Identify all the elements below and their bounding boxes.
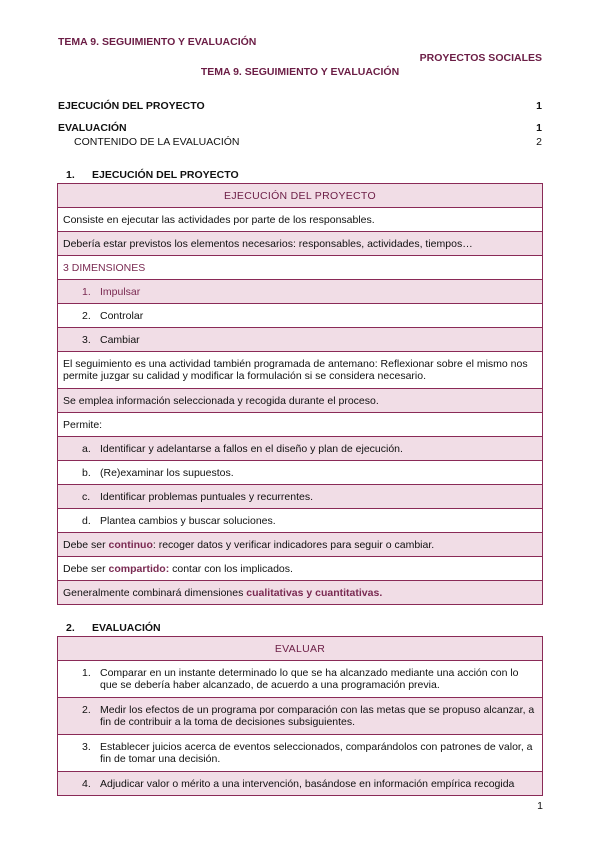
list-item: 1. Impulsar	[58, 280, 543, 304]
list-item: d. Plantea cambios y buscar soluciones.	[58, 509, 543, 533]
toc-label: CONTENIDO DE LA EVALUACIÓN	[74, 136, 240, 148]
toc-page: 1	[536, 100, 542, 112]
dimensions-label: 3 DIMENSIONES	[58, 256, 543, 280]
toc-page: 1	[536, 122, 542, 134]
list-item: 3. Establecer juicios acerca de eventos seleccionados, comparándolos con patrones de valor, a fin de tomar una decisión.	[58, 735, 543, 772]
table-row: Permite:	[58, 413, 543, 437]
toc-entry[interactable]	[58, 122, 542, 136]
list-item: c. Identificar problemas puntuales y recurrentes.	[58, 485, 543, 509]
list-item: 3. Cambiar	[58, 328, 543, 352]
table-row: Consiste en ejecutar las actividades por parte de los responsables.	[58, 208, 543, 232]
toc-label: EVALUACIÓN	[58, 122, 127, 134]
table-row: El seguimiento es una actividad también programada de antemano: Reflexionar sobre el mismo nos permite juzgar su calidad y modificar la formulación si se considera necesario.	[58, 352, 543, 389]
section-title	[66, 169, 239, 181]
toc-entry[interactable]	[58, 136, 542, 150]
table-row: Se emplea información seleccionada y recogida durante el proceso.	[58, 389, 543, 413]
list-item: a. Identificar y adelantarse a fallos en el diseño y plan de ejecución.	[58, 437, 543, 461]
section-number: 2.	[66, 622, 75, 634]
list-item: 2. Controlar	[58, 304, 543, 328]
header-course: PROYECTOS SOCIALES	[419, 52, 542, 64]
table-row: Debe ser compartido: contar con los implicados.	[58, 557, 543, 581]
page-number: 1	[537, 800, 543, 812]
list-item: 1. Comparar en un instante determinado lo que se ha alcanzado mediante una acción con lo que se debería haber alcanzado, de acuerdo a una programación previa.	[58, 661, 543, 698]
table-title: EJECUCIÓN DEL PROYECTO	[58, 184, 543, 208]
table-title: EVALUAR	[58, 637, 543, 661]
header-topic-center: TEMA 9. SEGUIMIENTO Y EVALUACIÓN	[200, 66, 400, 78]
table-of-contents	[58, 100, 542, 150]
section-title-text: EJECUCIÓN DEL PROYECTO	[92, 169, 239, 181]
table-row: Debería estar previstos los elementos necesarios: responsables, actividades, tiempos…	[58, 232, 543, 256]
list-item: b. (Re)examinar los supuestos.	[58, 461, 543, 485]
table-row: Generalmente combinará dimensiones cualitativas y cuantitativas.	[58, 581, 543, 605]
evaluation-table	[57, 636, 543, 796]
section-title-text: EVALUACIÓN	[92, 622, 161, 634]
header-topic: TEMA 9. SEGUIMIENTO Y EVALUACIÓN	[58, 36, 257, 48]
execution-table	[57, 183, 543, 605]
list-item: 2. Medir los efectos de un programa por comparación con las metas que se propuso alcanzar, a fin de contribuir a la toma de decisiones subsiguientes.	[58, 698, 543, 735]
section-title	[66, 622, 161, 634]
list-item: 4. Adjudicar valor o mérito a una intervención, basándose en información empírica recogida	[58, 772, 543, 796]
table-row: Debe ser continuo: recoger datos y verificar indicadores para seguir o cambiar.	[58, 533, 543, 557]
toc-page: 2	[536, 136, 542, 148]
toc-entry[interactable]	[58, 100, 542, 122]
section-number: 1.	[66, 169, 75, 181]
toc-label: EJECUCIÓN DEL PROYECTO	[58, 100, 205, 112]
